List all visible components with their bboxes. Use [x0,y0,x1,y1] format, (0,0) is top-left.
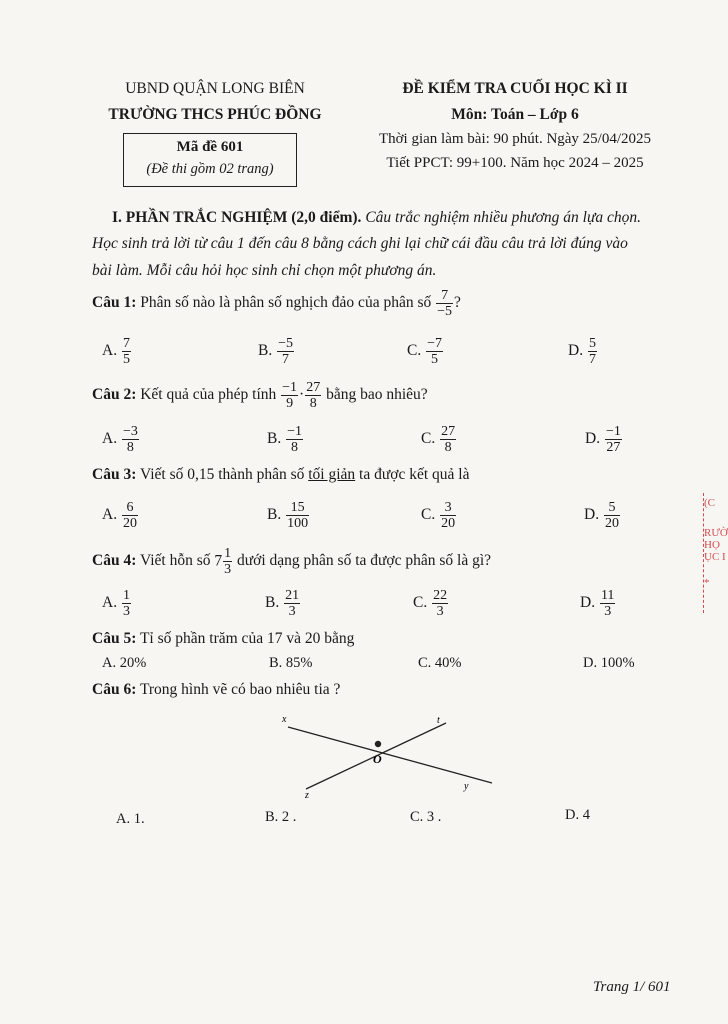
rays-figure [270,705,510,805]
question-text: Kết quả của phép tính [140,386,277,404]
question-3: Câu 3: Viết số 0,15 thành phân số tối giản ta được kết quả là [92,466,470,483]
ppct-line: Tiết PPCT: 99+100. Năm học 2024 – 2025 [386,155,644,171]
instruction-a: Câu trắc nghiệm nhiều phương án lựa chọn. [365,209,642,226]
label-y: y [464,781,469,792]
q2-option-d: D. $\frac{-1}{27}$ [585,424,621,455]
question-text: Viết hỗn số [139,552,211,570]
question-text: Viết số 0,15 thành phân số [139,466,305,483]
q5-option-b: B. 85% [269,655,313,671]
q6-option-a: A. 1. [116,811,145,827]
q6-option-d: D. 4 [565,807,590,823]
q4-option-b: B. $\frac{21}{3}$ [265,588,300,619]
q2-option-a: A. $\frac{-3}{8}$ [102,424,138,455]
time-line: Thời gian làm bài: 90 phút. Ngày 25/04/2025 [378,131,652,147]
label-z: z [305,790,309,801]
q2-option-b: B. $\frac{-1}{8}$ [267,424,302,455]
q1-option-a: A. $\frac{7}{5}$ [102,336,130,367]
school-name: TRƯỜNG THCS PHÚC ĐỒNG [108,106,322,123]
q1-option-c: C. $\frac{-7}{5}$ [407,336,442,367]
q6-option-c: C. 3 . [410,809,442,825]
q5-option-a: A. 20% [102,655,147,671]
instruction-b: Học sinh trả lời từ câu 1 đến câu 8 bằng cách ghi lại chữ cái đầu câu trả lời đúng vào [92,235,628,252]
district-name: UBND QUẬN LONG BIÊN [125,80,305,97]
q5-option-d: D. 100% [583,655,635,671]
question-label: Câu 2: [92,386,137,404]
fraction: $\frac{7}{-5}$ [437,288,453,319]
question-text: Phân số nào là phân số nghịch đảo của phân số [140,294,432,312]
question-label: Câu 6: [92,681,137,698]
q4-option-d: D. $\frac{11}{3}$ [580,588,615,619]
q1-option-d: D. $\frac{5}{7}$ [568,336,596,367]
mixed-number: 7 $\frac{1}{3}$ [214,546,232,577]
page-number: Trang 1/ 601 [593,979,671,995]
q3-option-c: C. $\frac{3}{20}$ [421,500,456,531]
section-heading: I. PHẦN TRẮC NGHIỆM (2,0 điểm). [112,209,362,226]
question-text: Tỉ số phần trăm của 17 và 20 bằng [139,630,355,647]
q2-option-c: C. $\frac{27}{8}$ [421,424,456,455]
instruction-c: bài làm. Mỗi câu hỏi học sinh chỉ chọn một phương án. [92,262,437,279]
subject-line: Môn: Toán – Lớp 6 [451,106,579,123]
label-t: t [437,715,440,726]
emphasis-text: tối giản [308,466,356,483]
question-1: Câu 1: Phân số nào là phân số nghịch đảo của phân số $\frac{7}{-5}$ ? [92,288,461,319]
point-o [375,741,381,747]
pages-note: (Đề thi gồm 02 trang) [146,161,274,177]
q3-option-d: D. $\frac{5}{20}$ [584,500,619,531]
question-5 [92,630,354,648]
line-xy [288,727,492,783]
q1-option-b: B. $\frac{-5}{7}$ [258,336,293,367]
question-6 [92,681,340,699]
question-text: Trong hình vẽ có bao nhiêu tia ? [139,681,341,698]
question-label: Câu 4: [92,552,137,570]
q3-option-a: A. $\frac{6}{20}$ [102,500,137,531]
question-label: Câu 3: [92,466,137,483]
q3-option-b: B. $\frac{15}{100}$ [267,500,309,531]
stamp-fragment: (C RƯỜ HỌ ỤC I * [703,493,726,613]
label-o: O [373,752,382,766]
exam-code: Mã đề 601 [176,139,244,155]
question-label: Câu 5: [92,630,137,647]
question-4: Câu 4: Viết hỗn số 7 $\frac{1}{3}$ dưới dạng phân số ta được phân số là gì? [92,546,492,577]
question-label: Câu 1: [92,294,137,312]
exam-title: ĐỀ KIỂM TRA CUỐI HỌC KÌ II [402,80,628,97]
q4-option-a: A. $\frac{1}{3}$ [102,588,130,619]
section-heading-line [112,209,712,227]
exam-code-box [123,133,297,187]
q4-option-c: C. $\frac{22}{3}$ [413,588,448,619]
q5-option-c: C. 40% [418,655,462,671]
label-x: x [282,714,287,725]
q6-option-b: B. 2 . [265,809,297,825]
question-2: Câu 2: Kết quả của phép tính $\frac{-1}{9}$ · $\frac{27}{8}$ bằng bao nhiêu? [92,380,428,411]
